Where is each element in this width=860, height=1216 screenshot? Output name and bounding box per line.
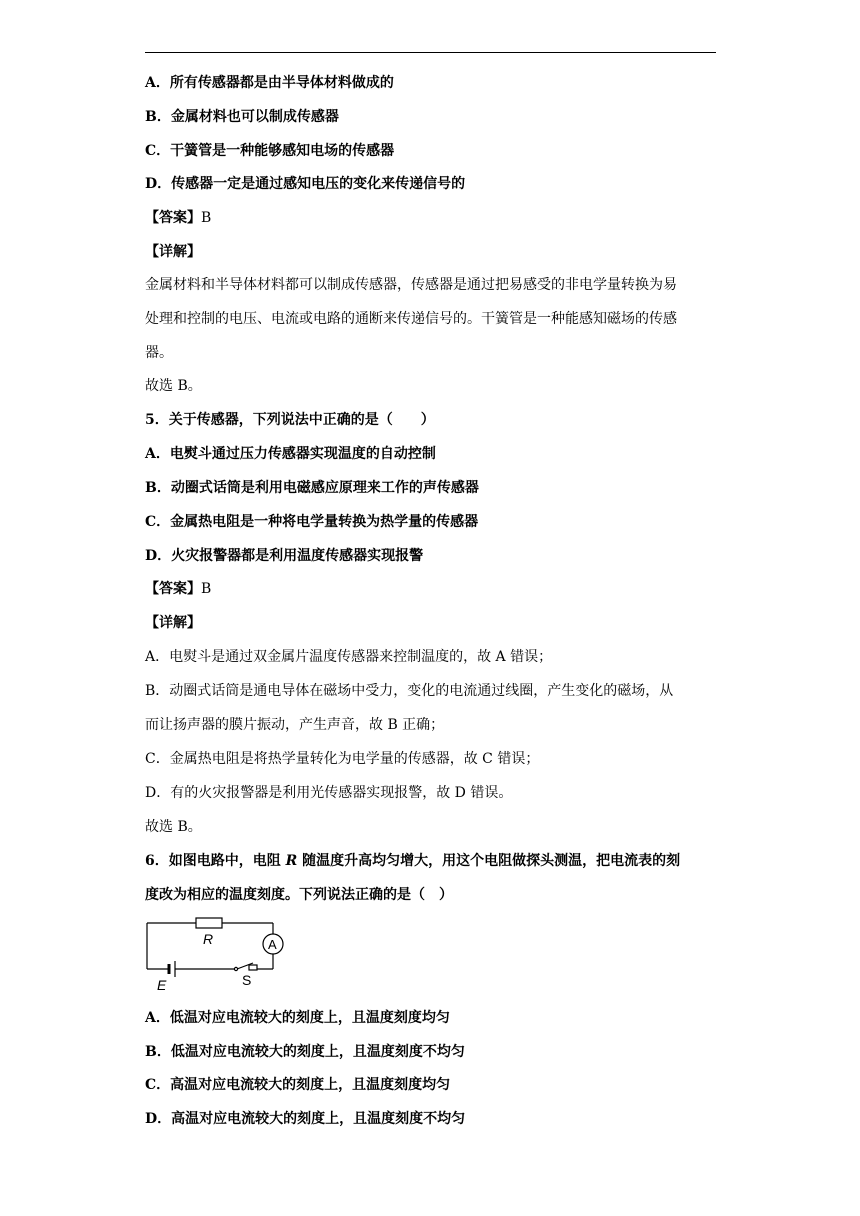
q5-explanation-line-4: C．金属热电阻是将热学量转化为电学量的传感器，故 C 错误； [145,751,540,767]
q5-option-b: B．动圈式话筒是利用电磁感应原理来工作的声传感器 [145,480,479,496]
q6-stem-line-2: 度改为相应的温度刻度。下列说法正确的是（ ） [145,887,453,903]
resistor-label: R [203,931,214,947]
q5-option-c: C．金属热电阻是一种将电学量转换为热学量的传感器 [145,514,479,530]
q6-option-c: C．高温对应电流较大的刻度上，且温度刻度均匀 [145,1077,451,1093]
resistor-symbol [196,918,222,928]
q4-explanation-line-3: 器。 [145,345,173,361]
q5-explanation-line-1: A．电熨斗是通过双金属片温度传感器来控制温度的，故 A 错误； [145,649,553,665]
q4-explanation-line-1: 金属材料和半导体材料都可以制成传感器，传感器是通过把易感受的非电学量转换为易 [145,277,677,293]
q6-option-d: D．高温对应电流较大的刻度上，且温度刻度不均匀 [145,1111,466,1127]
q5-option-d: D．火灾报警器都是利用温度传感器实现报警 [145,548,424,564]
q5-stem: 5．关于传感器，下列说法中正确的是（ ） [145,412,435,428]
q4-option-b: B．金属材料也可以制成传感器 [145,109,339,125]
q4-detail-label: 【详解】 [145,244,201,260]
q4-option-c: C．干簧管是一种能够感知电场的传感器 [145,143,395,159]
q5-explanation-line-5: D．有的火灾报警器是利用光传感器实现报警，故 D 错误。 [145,785,513,801]
circuit-diagram [141,913,291,995]
ammeter-label: A [268,937,277,952]
q5-answer: 【答案】B [145,581,212,597]
q4-conclusion: 故选 B。 [145,378,202,394]
q4-option-d: D．传感器一定是通过感知电压的变化来传递信号的 [145,176,466,192]
q4-option-a: A．所有传感器都是由半导体材料做成的 [145,75,394,91]
switch-contact [249,965,257,970]
q6-stem-line-1: 6．如图电路中，电阻 R 随温度升高均匀增大，用这个电阻做探头测温，把电流表的刻 [145,853,681,869]
q5-detail-label: 【详解】 [145,615,201,631]
q4-explanation-line-2: 处理和控制的电压、电流或电路的通断来传递信号的。干簧管是一种能感知磁场的传感 [145,311,677,327]
q5-explanation-line-2: B．动圈式话筒是通电导体在磁场中受力，变化的电流通过线圈，产生变化的磁场，从 [145,683,674,699]
q5-explanation-line-3: 而让扬声器的膜片振动，产生声音，故 B 正确； [145,717,445,733]
q4-answer: 【答案】B [145,210,212,226]
battery-label: E [157,977,167,993]
q6-stem-variable: R [285,853,298,869]
q5-option-a: A．电熨斗通过压力传感器实现温度的自动控制 [145,446,436,462]
q5-conclusion: 故选 B。 [145,819,202,835]
q6-option-a: A．低温对应电流较大的刻度上，且温度刻度均匀 [145,1010,450,1026]
q6-option-b: B．低温对应电流较大的刻度上，且温度刻度不均匀 [145,1044,465,1060]
switch-label: S [242,972,252,988]
header-rule [145,52,716,53]
